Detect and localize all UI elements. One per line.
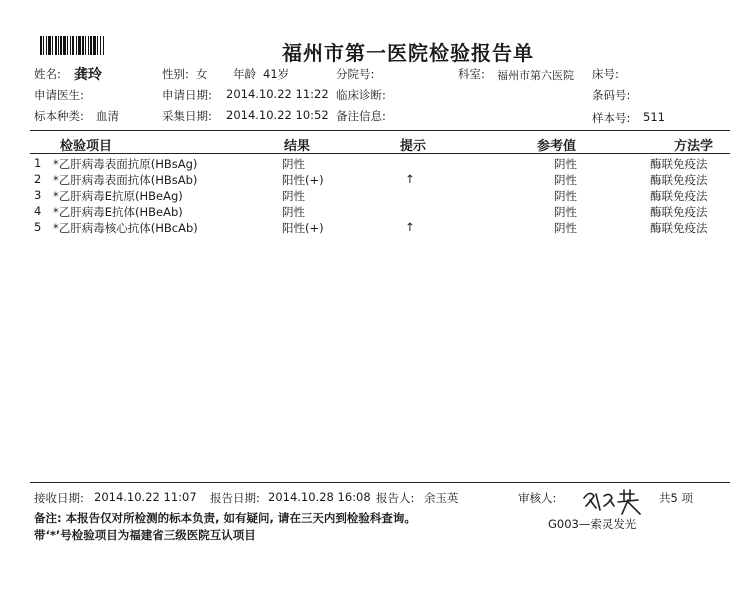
- row-method: 酶联免疫法: [650, 221, 708, 235]
- row-number: 4: [34, 204, 42, 218]
- col-header-result: 结果: [284, 139, 311, 154]
- row-result: 阳性(+): [282, 221, 324, 235]
- table-row: [0, 220, 748, 236]
- row-hint: ↑: [405, 220, 415, 234]
- row-method: 酶联免疫法: [650, 173, 708, 187]
- specimen-label: 标本种类:: [34, 109, 84, 123]
- collect-date-value: 2014.10.22 10:52: [226, 108, 329, 122]
- row-item: *乙肝病毒核心抗体(HBcAb): [53, 221, 198, 235]
- row-method: 酶联免疫法: [650, 189, 708, 203]
- patient-name: 龚玲: [74, 67, 102, 83]
- report-date-label: 报告日期:: [210, 491, 260, 505]
- sample-no-value: 511: [643, 110, 665, 124]
- note-label: 备注信息:: [336, 109, 386, 123]
- reporter-label: 报告人:: [376, 491, 415, 505]
- doctor-label: 申请医生:: [34, 88, 84, 102]
- sex-value: 女: [196, 67, 208, 81]
- row-number: 3: [34, 188, 42, 202]
- report-date-value: 2014.10.28 16:08: [268, 490, 371, 504]
- table-row: [0, 204, 748, 220]
- row-reference: 阴性: [554, 189, 577, 203]
- ward-label: 分院号:: [336, 67, 375, 81]
- table-row: [0, 188, 748, 204]
- stamp-code: G003—索灵发光: [548, 517, 637, 531]
- row-reference: 阴性: [554, 221, 577, 235]
- diagnosis-label: 临床诊断:: [336, 88, 386, 102]
- table-header-rule: [30, 153, 730, 154]
- row-reference: 阴性: [554, 157, 577, 171]
- apply-date-label: 申请日期:: [162, 88, 212, 102]
- row-result: 阳性(+): [282, 173, 324, 187]
- age-label: 年龄: [233, 67, 256, 81]
- row-result: 阴性: [282, 189, 305, 203]
- sample-no-label: 样本号:: [592, 111, 631, 125]
- col-header-item: 检验项目: [60, 139, 113, 154]
- row-reference: 阴性: [554, 173, 577, 187]
- row-number: 5: [34, 220, 42, 234]
- row-result: 阴性: [282, 205, 305, 219]
- row-item: *乙肝病毒表面抗体(HBsAb): [53, 173, 198, 187]
- collect-date-label: 采集日期:: [162, 109, 212, 123]
- row-item: *乙肝病毒E抗原(HBeAg): [53, 189, 183, 203]
- row-hint: ↑: [405, 172, 415, 186]
- total-count: 共5 项: [659, 491, 693, 505]
- receive-date-label: 接收日期:: [34, 491, 84, 505]
- row-number: 1: [34, 156, 42, 170]
- table-top-rule: [30, 130, 730, 131]
- reporter-name: 余玉英: [424, 491, 459, 505]
- apply-date-value: 2014.10.22 11:22: [226, 87, 329, 101]
- col-header-reference: 参考值: [537, 139, 577, 154]
- row-method: 酶联免疫法: [650, 157, 708, 171]
- reviewer-label: 审核人:: [518, 491, 557, 505]
- receive-date-value: 2014.10.22 11:07: [94, 490, 197, 504]
- dept-label: 科室:: [458, 67, 485, 81]
- sex-label: 性别:: [162, 67, 189, 81]
- reviewer-signature: [580, 486, 644, 518]
- row-item: *乙肝病毒表面抗原(HBsAg): [53, 157, 198, 171]
- dept-value: 福州市第六医院: [497, 69, 574, 82]
- table-row: [0, 172, 748, 188]
- col-header-hint: 提示: [400, 139, 427, 154]
- bed-label: 床号:: [592, 67, 619, 81]
- name-label: 姓名:: [34, 67, 61, 81]
- row-item: *乙肝病毒E抗体(HBeAb): [53, 205, 183, 219]
- barcode-no-label: 条码号:: [592, 88, 631, 102]
- col-header-method: 方法学: [674, 139, 714, 154]
- table-row: [0, 156, 748, 172]
- row-number: 2: [34, 172, 42, 186]
- footer-rule: [30, 482, 730, 483]
- row-reference: 阴性: [554, 205, 577, 219]
- star-note: 带‘*’号检验项目为福建省三级医院互认项目: [34, 528, 256, 542]
- age-value: 41岁: [263, 67, 290, 81]
- row-method: 酶联免疫法: [650, 205, 708, 219]
- specimen-value: 血清: [96, 109, 119, 123]
- report-title: 福州市第一医院检验报告单: [282, 41, 534, 65]
- footer-note: 备注: 本报告仅对所检测的标本负责, 如有疑问, 请在三天内到检验科查询。: [34, 511, 416, 525]
- row-result: 阴性: [282, 157, 305, 171]
- barcode: [40, 36, 136, 55]
